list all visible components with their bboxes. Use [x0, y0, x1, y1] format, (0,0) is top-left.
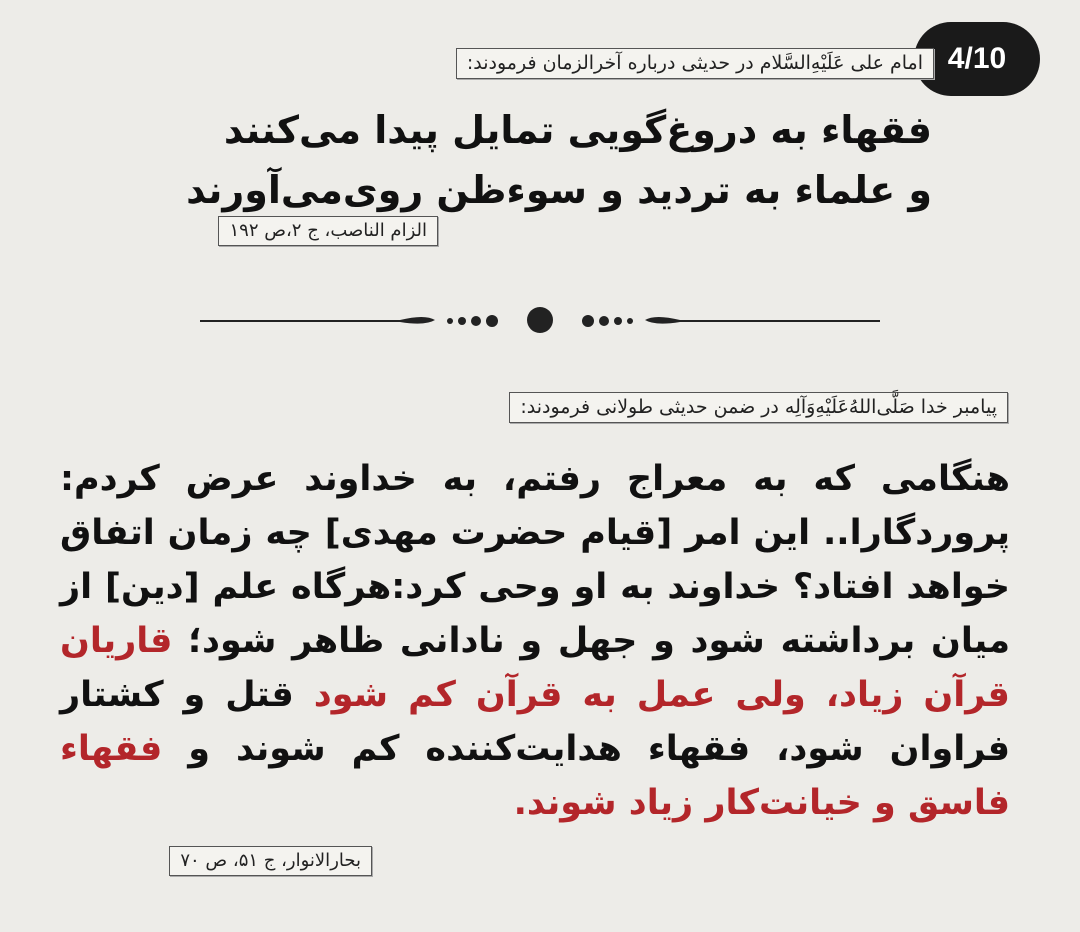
section2-hadith-text — [60, 452, 1010, 830]
section1-quote-line1: فقهاء به دروغ‌گویی تمایل پیدا می‌کنند — [223, 108, 932, 152]
section1-quote — [72, 100, 932, 220]
hadith-text-part-a: هنگامی که به معراج رفتم، به خداوند عرض کردم: پروردگارا.. این امر [قیام حضرت مهدی] چه زمان اتفاق خواهد افتاد؟ خداوند به او وحی کرد:هرگاه علم [دین] از میان برداشته شود و جهل و نادانی ظاهر شود؛ — [60, 459, 1010, 661]
section2-source-label: بحارالانوار، ج ۵۱، ص ۷۰ — [169, 846, 372, 876]
hadith-text-part-b: قتل و کشتار فراوان شود، فقهاء هدایت‌کننده کم شوند و — [60, 675, 1010, 769]
section1-source-label: الزام الناصب، ج ۲،ص ۱۹۲ — [218, 216, 438, 246]
section2-intro-label: پیامبر خدا صَلَّی‌اللهُ‌عَلَیْهِ‌وَآلِه در ضمن حدیثی طولانی فرمودند: — [509, 392, 1008, 423]
page-counter-badge: 4/10 — [914, 22, 1040, 96]
hadith-highlight-2: فقهاء فاسق و خیانت‌کار زیاد شوند. — [60, 729, 1010, 823]
hadith-highlight-1: قاریان قرآن زیاد، ولی عمل به قرآن کم شود — [60, 621, 1010, 715]
section1-intro-label: امام علی عَلَیْهِ‌السَّلام در حدیثی درباره آخرالزمان فرمودند: — [456, 48, 934, 79]
ornament-divider — [200, 300, 880, 340]
section1-quote-line2: و علماء به تردید و سوءظن روی‌می‌آورند — [186, 168, 932, 212]
